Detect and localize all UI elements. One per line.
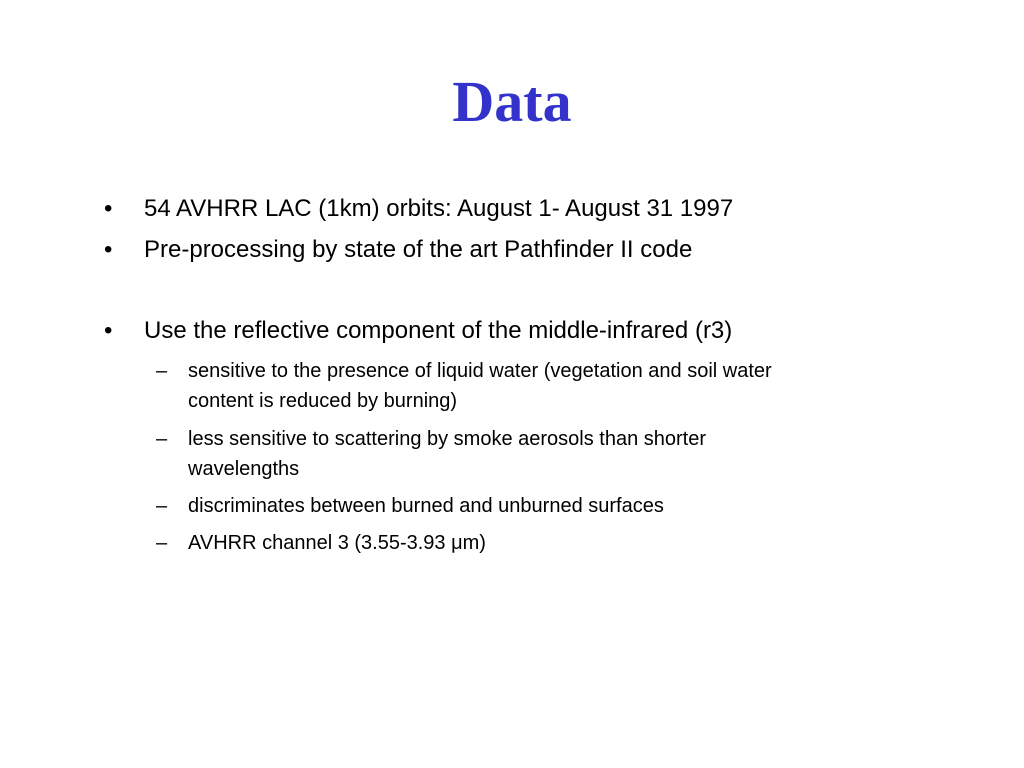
bullet-marker: • [104,195,113,222]
dash-marker: – [156,360,168,382]
sub-bullet-text: discriminates between burned and unburned surfaces [188,495,664,517]
dash-marker: – [156,532,168,554]
bullet-marker: • [104,236,113,263]
sub-bullet-line: wavelengths [188,458,300,480]
slide-title: Data [452,69,572,134]
sub-bullet-text [188,356,948,416]
bullet-marker: • [104,317,113,344]
sub-bullet-text [188,424,948,484]
sub-bullet-line: sensitive to the presence of liquid water (vegetation and soil water [188,360,772,382]
sub-bullet-line: less sensitive to scattering by smoke aerosols than shorter [188,428,707,450]
sub-bullet-text: AVHRR channel 3 (3.55-3.93 μm) [188,532,486,554]
dash-marker: – [156,428,168,450]
bullet-text: Pre-processing by state of the art Pathfinder II code [144,236,693,263]
bullet-text: Use the reflective component of the middle-infrared (r3) [144,317,733,344]
sub-bullet-line: content is reduced by burning) [188,390,458,412]
bullet-text: 54 AVHRR LAC (1km) orbits: August 1- August 31 1997 [144,195,734,222]
dash-marker: – [156,495,168,517]
